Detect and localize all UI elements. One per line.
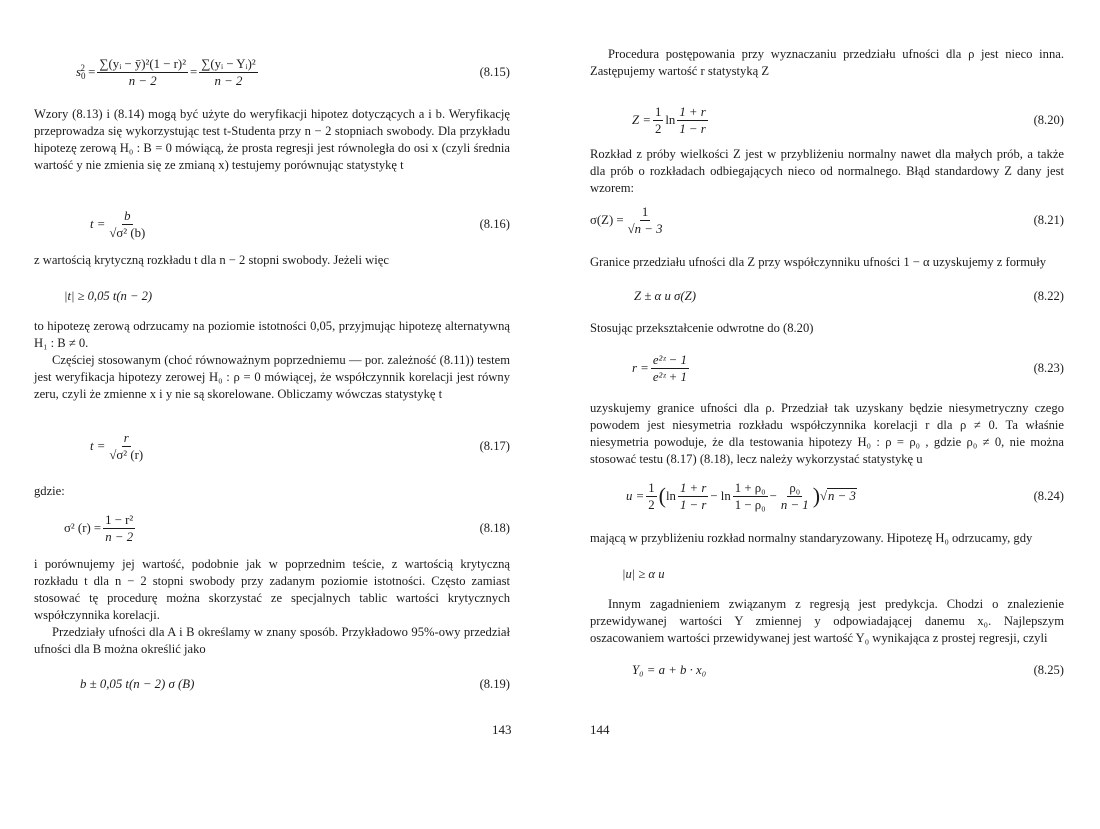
equation-8-22: Z ± α u σ(Z) (8.22): [634, 288, 1064, 303]
gdzie-label: gdzie:: [34, 484, 65, 498]
equation-number: (8.15): [479, 64, 510, 79]
equation-number: (8.21): [1033, 212, 1064, 227]
paragraph: Wzory (8.13) i (8.14) mogą być użyte do weryfikacji hipotez dotyczących a i b. Weryfikację przeprowadza się wykorzystując test t-Studenta przy n − 2 stopniach swobody. Dla przykładu hipotezę zerową H₀ : B = 0 mówiącą, że prosta regresji jest równoległa do osi x (czyli średnia wartość y nie zmienia się ze zmianą x) testujemy porównując statystykę t: [34, 107, 510, 172]
paragraph: Stosując przekształcenie odwrotne do (8.20): [590, 321, 814, 335]
equation-8-21: σ(Z) = $\frac{1}{√n - 3}$ (8.21): [590, 204, 1064, 236]
equation-8-18: σ² (r) = $\frac{\text{1 − r²}}{n - 2}$ (8.18): [64, 512, 510, 544]
equation-8-15: $s_0^2$ = $\frac{\text{∑(yᵢ − ȳ)²(1 − r)²}}{n - 2}$ = $\frac{\text{∑(yᵢ − Yᵢ)²}}{n - 2}$ (8.15): [76, 56, 510, 88]
equation-8-17: t = $\frac{r}{\text{√σ² (r)}}$ (8.17): [90, 430, 510, 462]
right-page: [550, 0, 1100, 829]
paragraph: z wartością krytyczną rozkładu t dla n − 2 stopni swobody. Jeżeli więc: [34, 253, 389, 267]
page-number: 143: [492, 722, 512, 737]
equation-number: (8.18): [479, 520, 510, 535]
paragraph: Granice przedziału ufności dla Z przy współczynniku ufności 1 − α uzyskujemy z formuły: [590, 255, 1047, 269]
eq-815-lhs: $s_0^2$ =: [76, 63, 96, 81]
equation-number: (8.23): [1033, 360, 1064, 375]
equation-number: (8.25): [1033, 662, 1064, 677]
equation-8-23: r = $\frac{\text{e²ᶻ − 1}}{\text{e²ᶻ + 1}}$ (8.23): [632, 352, 1064, 384]
inequality: |t| ≥ 0,05 t(n − 2): [64, 289, 153, 303]
equation-number: (8.16): [479, 216, 510, 231]
page-number: 144: [590, 722, 610, 737]
equation-8-16: t = $\frac{b}{\text{√σ² (b)}}$ (8.16): [90, 208, 510, 240]
paragraph: mającą w przybliżeniu rozkład normalny standaryzowany. Hipotezę H₀ odrzucamy, gdy: [590, 531, 1033, 545]
paragraph: to hipotezę zerową odrzucamy na poziomie istotności 0,05, przyjmując hipotezę alternatywną H₁ : B ≠ 0. Częściej stosowanym (choć równoważnym poprzedniemu — por. zależność (8.11)) testem jest weryfikacja hipotezy zerowej H₀ : ρ = 0 mówiącej, że współczynnik korelacji jest równy zeru, czyli że zmienne x i y nie są skorelowane. Obliczamy wówczas statystykę t: [34, 319, 510, 401]
equation-8-19: b ± 0,05 t(n − 2) σ (B) (8.19): [80, 676, 510, 691]
equation-number: (8.24): [1033, 488, 1064, 503]
paragraph: Rozkład z próby wielkości Z jest w przybliżeniu normalny nawet dla małych prób, a także dla prób o rozkładach odbiegających nieco od normalnego. Błąd standardowy Z dany jest wzorem:: [590, 147, 1064, 195]
paragraph: i porównujemy jej wartość, podobnie jak w poprzednim teście, z wartością krytyczną rozkładu t dla n − 2 stopni swobody przy zadanym poziomie istotności. Często zamiast stosować tę procedurę można skorzystać ze specjalnych tablic wartości krytycznych współczynnika korelacji. Przedziały ufności dla A i B określamy w znany sposób. Przykładowo 95%-owy przedział ufności dla B można określić jako: [34, 557, 510, 656]
eq-815-fraction-1: $\frac{\text{∑(yᵢ − ȳ)²(1 − r)²}}{n - 2}$: [99, 56, 187, 88]
equation-8-20: Z = $\frac{1}{2}$ ln $\frac{1 + r}{1 - r}$ (8.20): [632, 104, 1064, 136]
equation-number: (8.20): [1033, 112, 1064, 127]
equation-8-24: u = $\frac{1}{2}$ ( ln $\frac{1 + r}{1 - r}$ − ln $\frac{\text{1 + ρ₀}}{\text{1 − ρ₀}}$ − $\frac{\text{ρ₀}}{n - 1}$ ) √n − 3 (8.24): [626, 480, 1064, 512]
paragraph: Innym zagadnieniem związanym z regresją jest predykcja. Chodzi o znalezienie przewidywanej wartości Y zmiennej y odpowiadającej danemu x₀. Najlepszym oszacowaniem wartości przewidywanej jest wartość Y₀ wynikająca z prostej regresji, czyli: [590, 597, 1064, 645]
equation-number: (8.17): [479, 438, 510, 453]
inequality: |u| ≥ α u: [622, 567, 665, 581]
equation-number: (8.19): [479, 676, 510, 691]
equation-number: (8.22): [1033, 288, 1064, 303]
paragraph: uzyskujemy granice ufności dla ρ. Przedział tak uzyskany będzie niesymetryczny czego powodem jest niesymetria rozkładu współczynnika korelacji r dla ρ ≠ 0. Ta właśnie niesymetria powoduje, że dla testowania hipotezy H₀ : ρ = ρ₀ , gdzie ρ₀ ≠ 0, nie można stosować testu (8.17) (8.18), lecz należy wykorzystać statystykę u: [590, 401, 1064, 466]
paragraph: Procedura postępowania przy wyznaczaniu przedziału ufności dla ρ jest nieco inna. Zastępujemy wartość r statystyką Z: [590, 47, 1064, 78]
eq-815-fraction-2: $\frac{\text{∑(yᵢ − Yᵢ)²}}{n - 2}$: [201, 56, 256, 88]
equation-8-25: Y₀ = a + b · x₀ (8.25): [632, 662, 1064, 677]
